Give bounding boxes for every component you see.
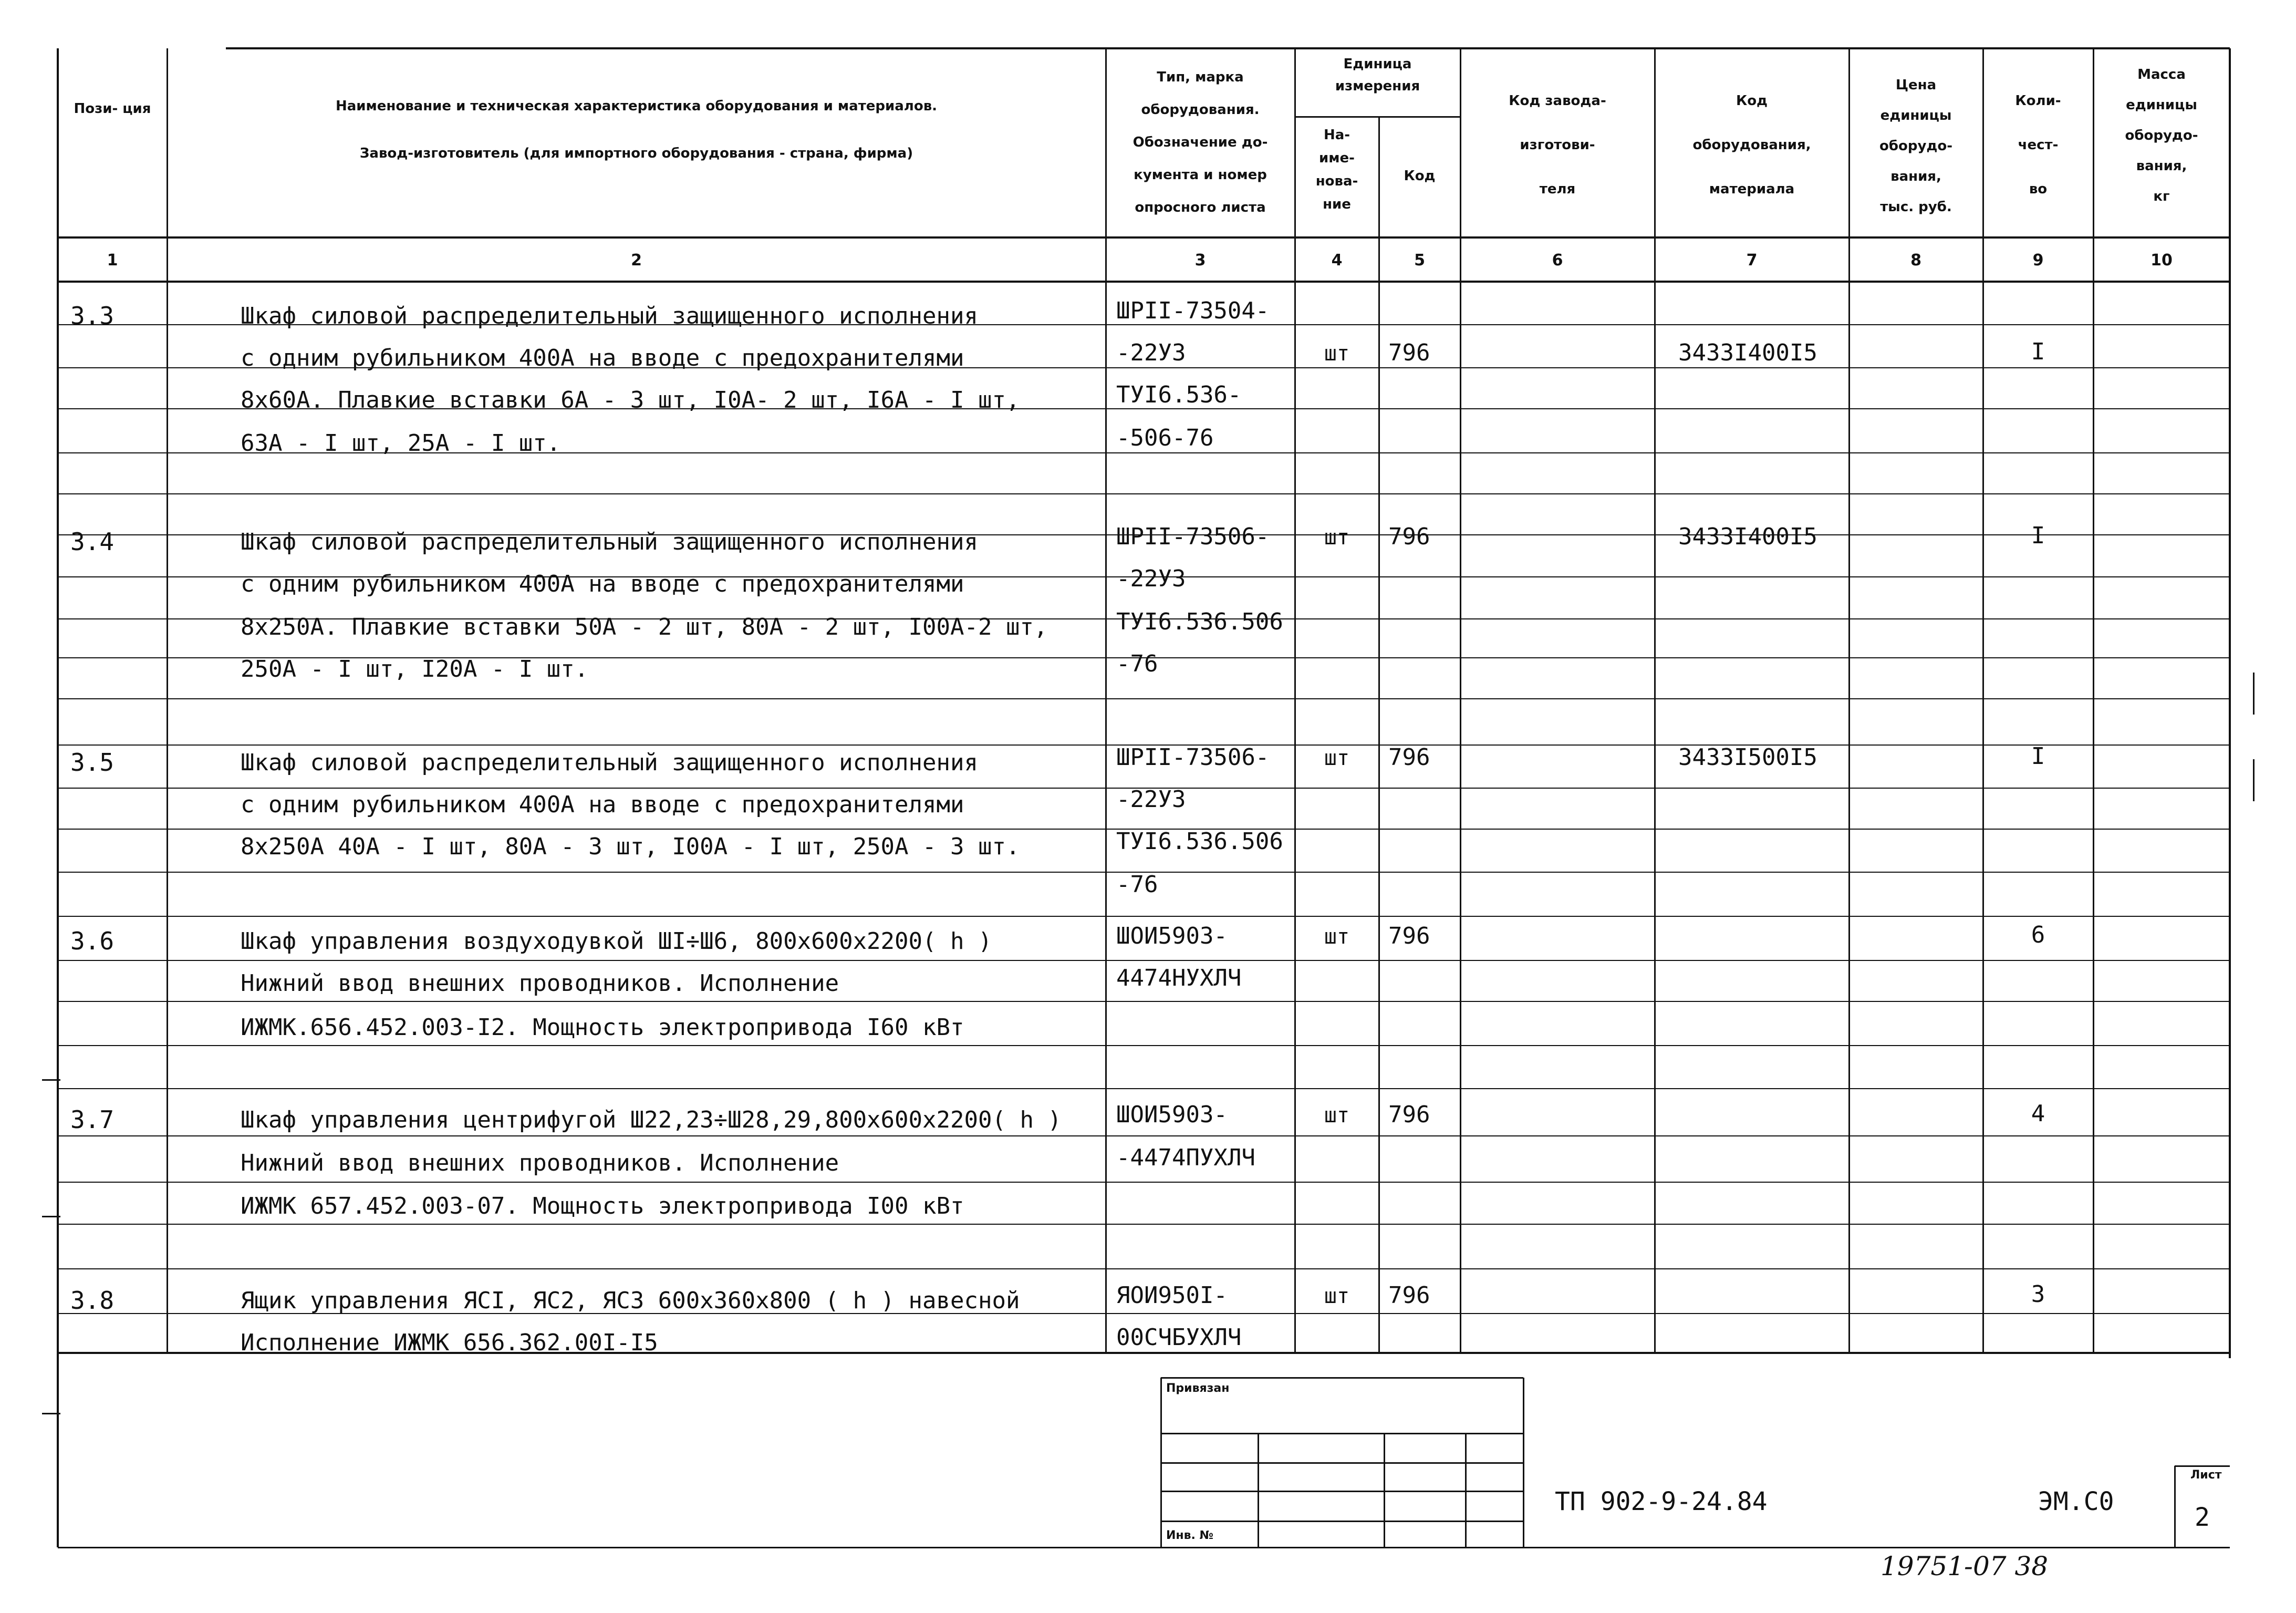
item-type-mark: -22У3 <box>1116 339 1186 366</box>
header-price: тыс. руб. <box>1880 199 1952 215</box>
header-unit-name: нова- <box>1315 173 1358 189</box>
item-description: Нижний ввод внешних проводников. Исполнение <box>241 970 839 997</box>
section-code: ЭМ.С0 <box>2038 1487 2114 1516</box>
stamp-rule <box>1465 1433 1467 1547</box>
column-rule <box>2093 48 2094 1353</box>
stamp-rule <box>1161 1462 1523 1464</box>
margin-tick <box>42 1216 60 1217</box>
header-unit-group: Единица <box>1343 56 1412 72</box>
item-description: 250А - I шт, I20А - I шт. <box>241 656 589 683</box>
column-rule <box>1460 48 1461 1353</box>
unit-code: 796 <box>1388 523 1430 550</box>
unit-name: шт <box>1324 1103 1350 1128</box>
column-number: 1 <box>107 251 118 270</box>
item-description: с одним рубильником 400А на вводе с предохранителями <box>241 345 964 371</box>
item-type-mark: 4474НУХЛЧ <box>1116 965 1242 991</box>
column-rule <box>1654 48 1656 1353</box>
stamp-rule <box>1161 1433 1523 1434</box>
row-rule <box>58 493 2230 495</box>
item-type-mark: ШОИ5903- <box>1116 923 1228 949</box>
column-number: 10 <box>2150 251 2173 270</box>
unit-code: 796 <box>1388 744 1430 771</box>
position-number: 3.4 <box>70 528 115 556</box>
header-quantity: Коли- <box>2015 93 2061 109</box>
position-number: 3.7 <box>70 1105 115 1134</box>
position-number: 3.8 <box>70 1286 115 1315</box>
item-type-mark: ТУI6.536- <box>1116 381 1242 408</box>
header-type: кумента и номер <box>1134 167 1267 183</box>
column-number: 7 <box>1746 251 1758 270</box>
header-quantity: чест- <box>2018 137 2059 153</box>
column-number: 5 <box>1414 251 1425 270</box>
column-rule <box>1982 48 1984 1353</box>
header-mass: Масса <box>2137 67 2186 82</box>
margin-tick <box>42 1413 60 1414</box>
column-number: 3 <box>1194 251 1206 270</box>
margin-tick <box>2253 673 2255 715</box>
header-mass: вания, <box>2136 158 2187 174</box>
item-type-mark: -4474ПУХЛЧ <box>1116 1144 1255 1171</box>
position-number: 3.3 <box>70 302 115 330</box>
item-type-mark: ЯОИ950I- <box>1116 1282 1228 1309</box>
row-rule <box>58 698 2230 700</box>
equipment-code: 3433I500I5 <box>1678 744 1817 771</box>
stamp-rule <box>1384 1433 1385 1547</box>
row-rule <box>58 1135 2230 1137</box>
quantity: 6 <box>2031 922 2045 948</box>
item-type-mark: -506-76 <box>1116 425 1214 451</box>
item-description: с одним рубильником 400А на вводе с предохранителями <box>241 571 964 597</box>
header-price: единицы <box>1880 108 1952 123</box>
stamp-rule <box>1161 1491 1523 1492</box>
column-rule <box>1378 117 1380 1353</box>
header-factory-code: теля <box>1539 181 1576 197</box>
item-type-mark: ШРII-73506- <box>1116 744 1270 771</box>
item-description: 63А - I шт, 25А - I шт. <box>241 430 561 457</box>
sheet-label: Лист <box>2190 1469 2222 1482</box>
header-name-line2: Завод-изготовитель (для импортного оборудования - страна, фирма) <box>359 146 913 161</box>
sheet-number: 2 <box>2195 1503 2210 1532</box>
item-description: Шкаф управления центрифугой Ш22,23÷Ш28,29,800х600х2200( h ) <box>241 1107 1062 1133</box>
quantity: 3 <box>2031 1281 2045 1308</box>
stamp-rule <box>1258 1433 1259 1547</box>
column-rule <box>1105 48 1107 1353</box>
header-unit-code: Код <box>1404 168 1436 184</box>
row-rule <box>58 1182 2230 1183</box>
unit-group-rule <box>1295 116 1460 118</box>
item-description: Шкаф управления воздуходувкой ШI÷Ш6, 800х600х2200( h ) <box>241 928 992 955</box>
unit-name: шт <box>1324 925 1350 949</box>
quantity: I <box>2031 338 2045 365</box>
unit-name: шт <box>1324 525 1350 550</box>
unit-code: 796 <box>1388 339 1430 366</box>
right-border <box>2229 48 2231 1358</box>
item-type-mark: ТУI6.536.506 <box>1116 828 1283 855</box>
unit-code: 796 <box>1388 1282 1430 1309</box>
header-price: Цена <box>1895 77 1937 93</box>
bottom-note: 19751-07 38 <box>1881 1551 2049 1581</box>
header-type: оборудования. <box>1141 102 1260 118</box>
stamp-rule <box>1161 1377 1523 1379</box>
header-unit-name: име- <box>1319 150 1355 166</box>
header-name-line1: Наименование и техническая характеристика оборудования и материалов. <box>335 98 938 114</box>
header-price: вания, <box>1890 169 1941 184</box>
stamp-rule <box>1161 1521 1523 1522</box>
item-type-mark: -76 <box>1116 650 1158 677</box>
row-rule <box>58 1088 2230 1090</box>
column-number-rule <box>58 281 2230 283</box>
equipment-code: 3433I400I5 <box>1678 523 1817 550</box>
item-description: Исполнение ИЖМК 656.362.00I-I5 <box>241 1329 658 1356</box>
header-equipment-code: материала <box>1709 181 1795 197</box>
header-position: Пози- ция <box>74 101 151 117</box>
item-type-mark: ШОИ5903- <box>1116 1101 1228 1128</box>
row-rule <box>58 1268 2230 1270</box>
unit-name: шт <box>1324 746 1350 770</box>
row-rule <box>58 1224 2230 1225</box>
header-mass: кг <box>2153 189 2170 204</box>
header-mass: единицы <box>2126 97 2197 113</box>
item-description: с одним рубильником 400А на вводе с предохранителями <box>241 791 964 818</box>
unit-name: шт <box>1324 1284 1350 1308</box>
left-border <box>57 48 59 1547</box>
header-price: оборудо- <box>1879 138 1953 154</box>
column-number: 4 <box>1331 251 1343 270</box>
row-rule <box>58 1001 2230 1002</box>
stamp-inventory-number: Инв. № <box>1166 1529 1214 1542</box>
quantity: I <box>2031 743 2045 770</box>
header-type: опросного листа <box>1135 200 1266 215</box>
document-code: ТП 902-9-24.84 <box>1555 1487 1768 1516</box>
stamp-privyazan: Привязан <box>1166 1382 1230 1395</box>
item-type-mark: -76 <box>1116 871 1158 898</box>
header-unit-name: На- <box>1323 127 1350 143</box>
header-equipment-code: оборудования, <box>1692 137 1811 153</box>
row-rule <box>58 916 2230 917</box>
item-description: Шкаф силовой распределительный защищенного исполнения <box>241 749 978 776</box>
unit-code: 796 <box>1388 923 1430 949</box>
header-type: Обозначение до- <box>1133 135 1268 150</box>
row-rule <box>58 1045 2230 1047</box>
position-number: 3.6 <box>70 927 115 955</box>
margin-tick <box>42 1079 60 1081</box>
item-type-mark: -22У3 <box>1116 786 1186 813</box>
column-rule <box>1294 48 1296 1353</box>
item-description: Ящик управления ЯСI, ЯС2, ЯС3 600х360х800 ( h ) навесной <box>241 1287 1020 1314</box>
header-mass: оборудо- <box>2125 128 2198 143</box>
item-description: 8х250А. Плавкие вставки 50А - 2 шт, 80А - 2 шт, I00А-2 шт, <box>241 614 1048 640</box>
column-number: 6 <box>1552 251 1563 270</box>
header-quantity: во <box>2029 181 2048 197</box>
stamp-rule <box>1160 1378 1162 1547</box>
item-description: ИЖМК.656.452.003-I2. Мощность электропривода I60 кВт <box>241 1014 964 1041</box>
column-number: 9 <box>2032 251 2044 270</box>
item-description: 8х60А. Плавкие вставки 6А - 3 шт, I0А- 2 шт, I6А - I шт, <box>241 387 1020 413</box>
header-factory-code: Код завода- <box>1509 93 1606 109</box>
quantity: 4 <box>2031 1100 2045 1127</box>
header-unit-group: измерения <box>1335 78 1420 94</box>
header-factory-code: изготови- <box>1520 137 1595 153</box>
item-description: Шкаф силовой распределительный защищенного исполнения <box>241 529 978 555</box>
item-type-mark: ШРII-73504- <box>1116 297 1270 324</box>
row-rule <box>58 960 2230 961</box>
stamp-rule <box>2175 1465 2230 1467</box>
item-description: Нижний ввод внешних проводников. Исполнение <box>241 1150 839 1176</box>
column-rule <box>1848 48 1850 1353</box>
item-type-mark: -22У3 <box>1116 565 1186 592</box>
top-border <box>226 47 2230 49</box>
item-type-mark: 00СЧБУХЛЧ <box>1116 1324 1242 1351</box>
unit-name: шт <box>1324 342 1350 366</box>
stamp-rule <box>1523 1378 1524 1547</box>
column-number: 2 <box>631 251 642 270</box>
header-equipment-code: Код <box>1736 93 1768 109</box>
stamp-rule <box>58 1547 2230 1548</box>
header-unit-name: ние <box>1323 197 1351 212</box>
item-description: ИЖМК 657.452.003-07. Мощность электропривода I00 кВт <box>241 1193 964 1219</box>
quantity: I <box>2031 522 2045 549</box>
column-number: 8 <box>1910 251 1921 270</box>
unit-code: 796 <box>1388 1101 1430 1128</box>
position-number: 3.5 <box>70 748 115 777</box>
item-type-mark: ТУI6.536.506 <box>1116 608 1283 635</box>
column-rule <box>167 48 168 1353</box>
item-description: 8х250А 40А - I шт, 80А - 3 шт, I00А - I шт, 250А - 3 шт. <box>241 833 1020 860</box>
header-type: Тип, марка <box>1157 69 1244 85</box>
margin-tick <box>2253 759 2255 801</box>
header-bottom-rule <box>58 236 2230 239</box>
equipment-code: 3433I400I5 <box>1678 339 1817 366</box>
item-description: Шкаф силовой распределительный защищенного исполнения <box>241 303 978 329</box>
item-type-mark: ШРII-73506- <box>1116 523 1270 550</box>
